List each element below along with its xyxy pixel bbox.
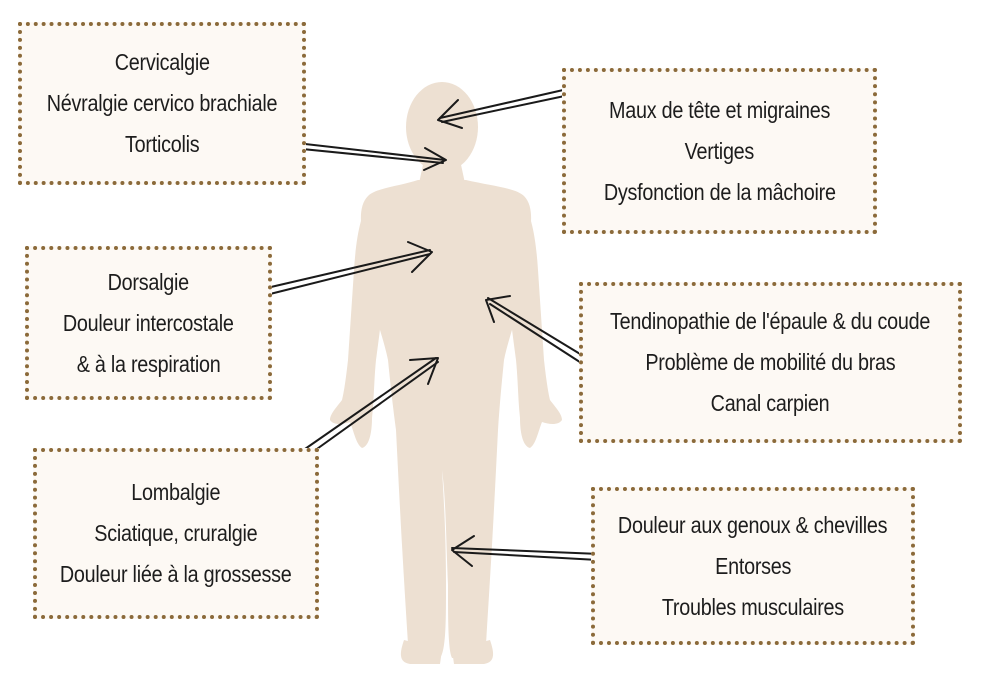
neck-conditions-box bbox=[18, 22, 306, 185]
legs-condition-1: Douleur aux genoux & chevilles bbox=[618, 511, 888, 538]
head-condition-3: Dysfonction de la mâchoire bbox=[603, 178, 836, 205]
body-feet bbox=[401, 640, 493, 664]
body-arm-right bbox=[505, 198, 562, 448]
legs-conditions-box bbox=[591, 487, 915, 645]
legs-condition-3: Troubles musculaires bbox=[661, 593, 845, 620]
back-condition-3: & à la respiration bbox=[76, 350, 221, 377]
lower-back-condition-1: Lombalgie bbox=[131, 479, 221, 505]
neck-condition-2: Névralgie cervico brachiale bbox=[46, 90, 278, 116]
arm-condition-2: Problème de mobilité du bras bbox=[645, 349, 896, 375]
arm-condition-3: Canal carpien bbox=[711, 390, 830, 416]
neck-condition-3: Torticolis bbox=[124, 131, 200, 157]
arm-conditions-box bbox=[579, 282, 962, 443]
back-condition-2: Douleur intercostale bbox=[63, 309, 234, 336]
head-condition-1: Maux de tête et migraines bbox=[608, 96, 831, 123]
head-conditions-box bbox=[562, 68, 877, 234]
neck-condition-1: Cervicalgie bbox=[114, 49, 210, 75]
legs-condition-2: Entorses bbox=[714, 552, 792, 579]
head-condition-2: Vertiges bbox=[684, 137, 755, 164]
back-condition-1: Dorsalgie bbox=[107, 268, 190, 295]
human-body-silhouette bbox=[330, 82, 562, 664]
back-conditions-box bbox=[25, 246, 272, 400]
lower-back-condition-3: Douleur liée à la grossesse bbox=[60, 561, 292, 587]
lower-back-condition-2: Sciatique, cruralgie bbox=[94, 520, 258, 546]
lower-back-conditions-box bbox=[33, 448, 319, 619]
arm-condition-1: Tendinopathie de l'épaule & du coude bbox=[610, 308, 931, 334]
